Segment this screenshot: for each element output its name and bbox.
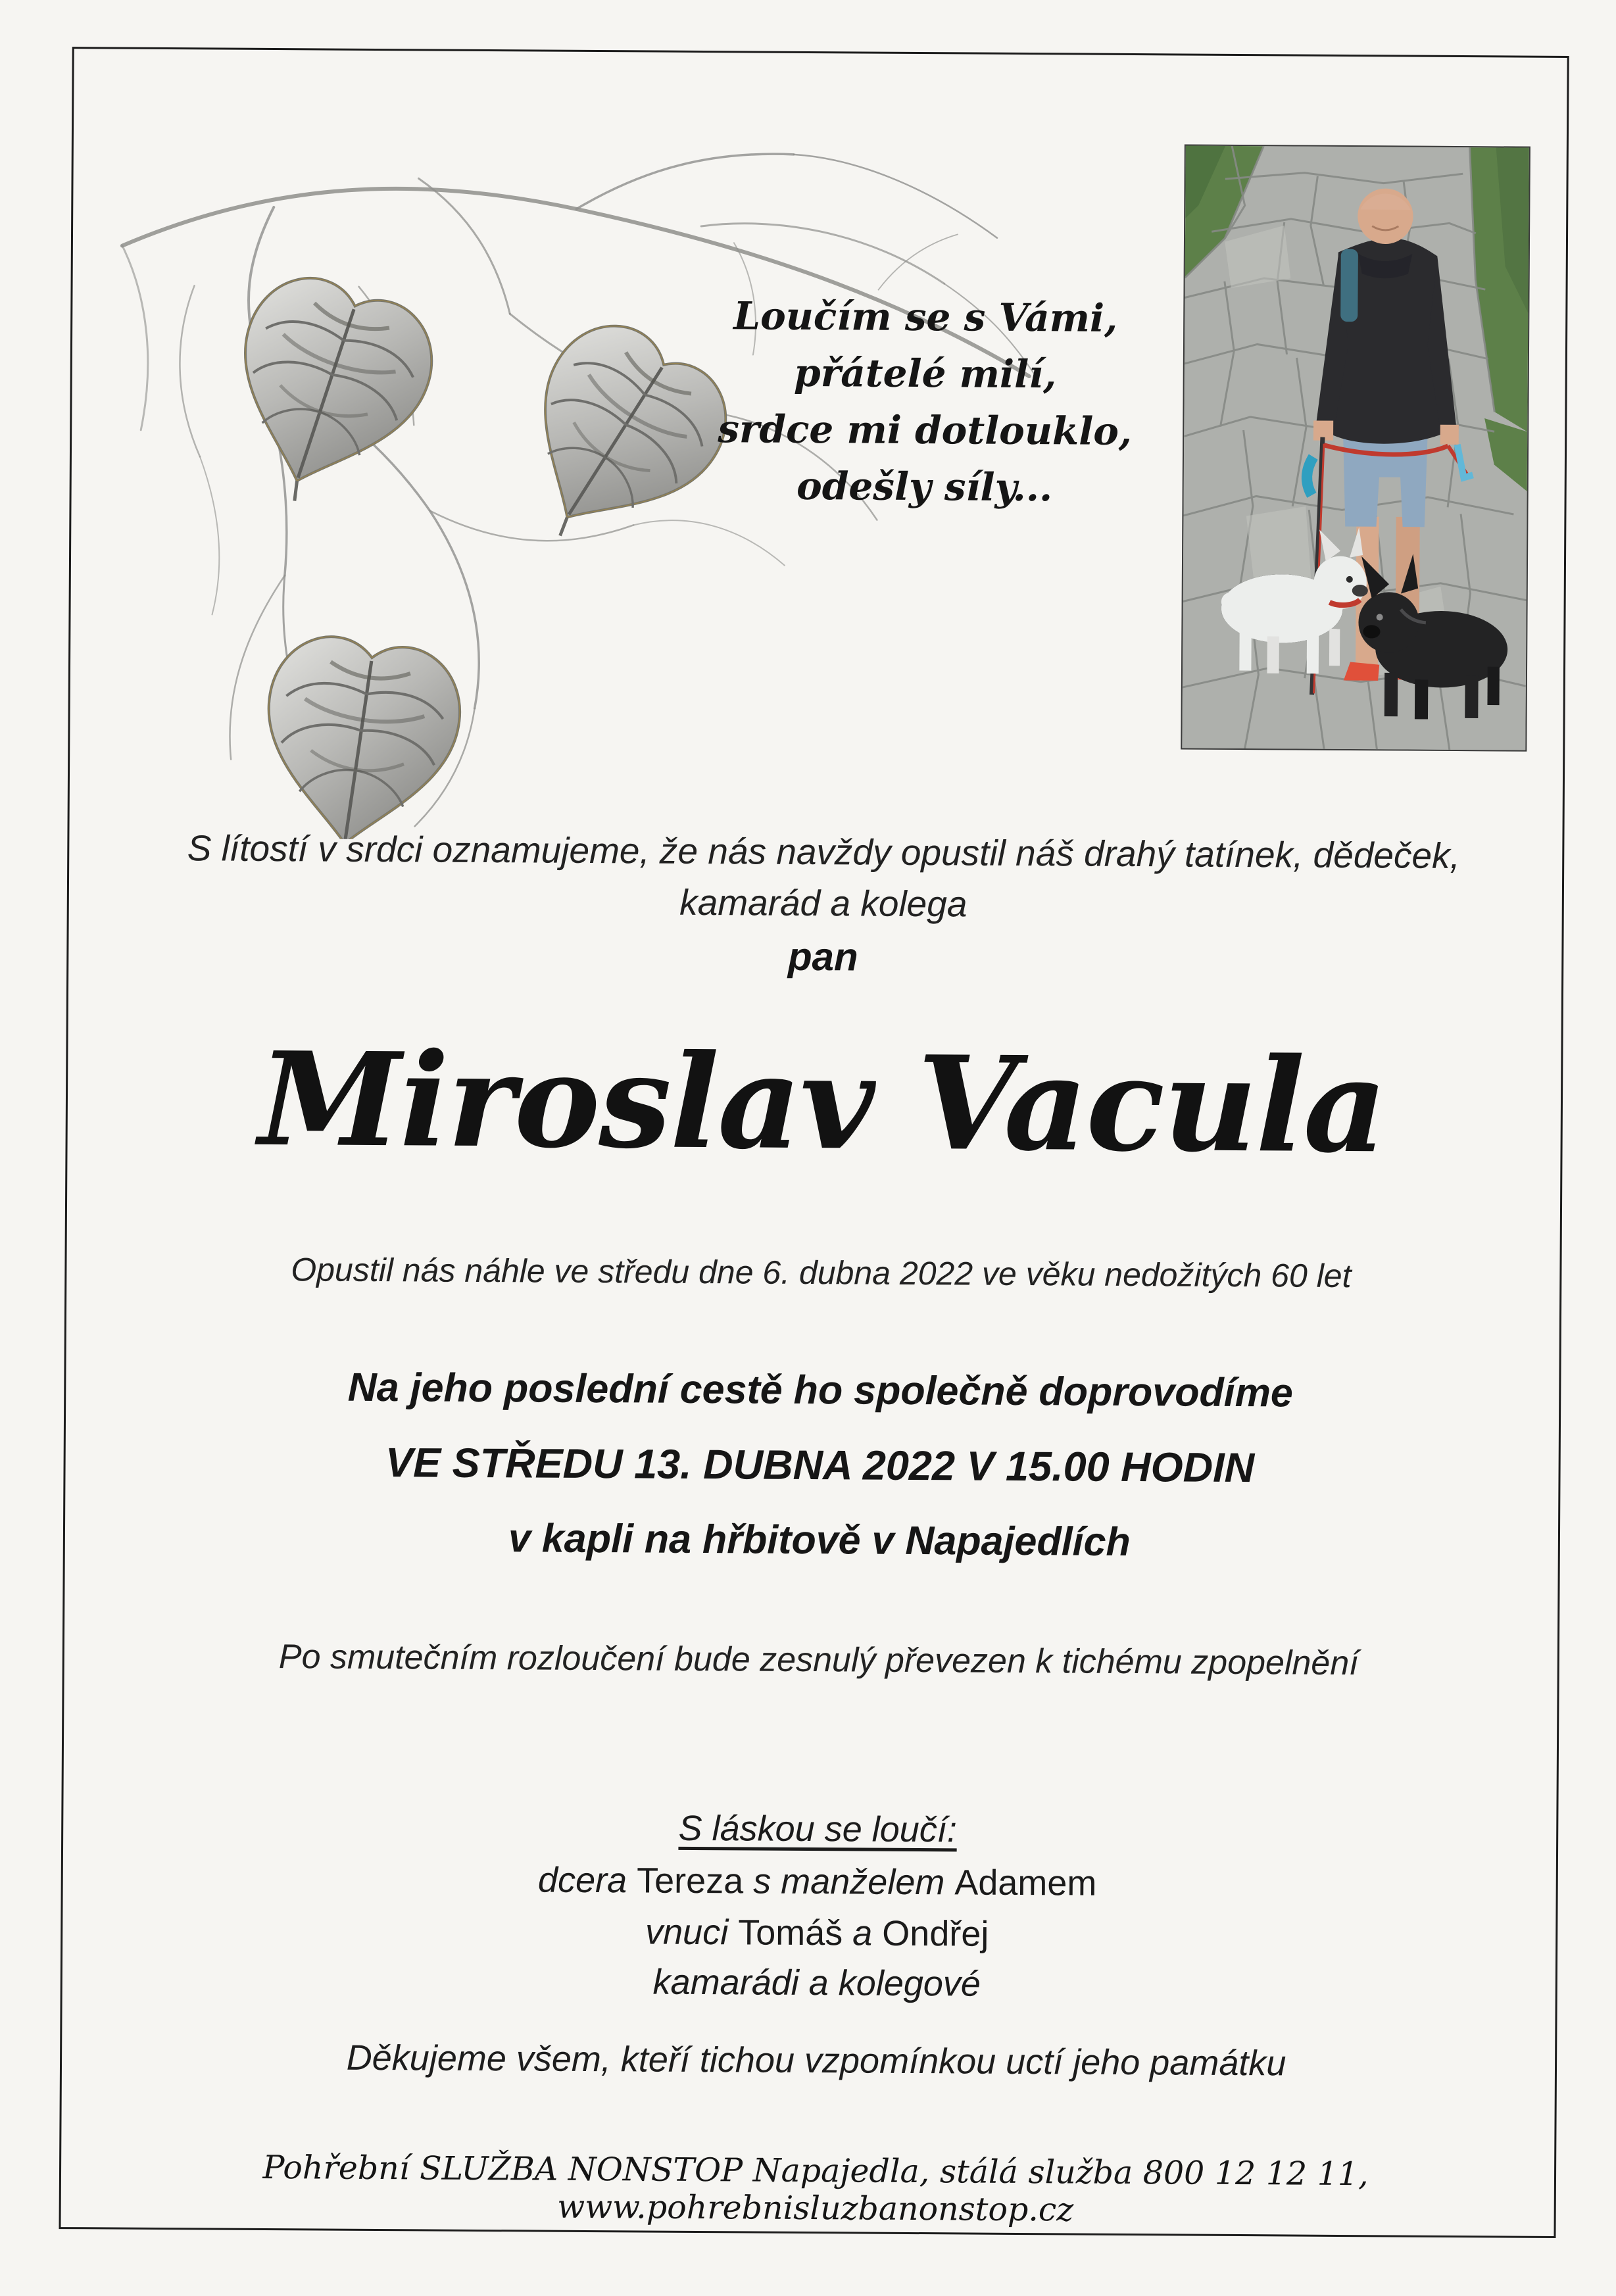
grandson2-name: Ondřej bbox=[882, 1913, 989, 1954]
mourners-heading-text: S láskou se loučí: bbox=[678, 1808, 958, 1850]
intro-line-1: S lítostí v srdci oznamujeme, že nás navždy opustil náš drahý tatínek, dědeček, bbox=[187, 827, 1461, 877]
funeral-service-footer: Pohřební SLUŽBA NONSTOP Napajedla, stálá služba 800 12 12 11, www.pohrebnisluzbanonstop.cz bbox=[262, 2148, 1369, 2229]
mourners-line-others: kamarádi a kolegové bbox=[652, 1962, 981, 2004]
grandsons-prefix: vnuci bbox=[645, 1912, 739, 1953]
poem-line: Loučím se s Vámi, bbox=[733, 293, 1118, 341]
daughter-name: Tereza bbox=[636, 1861, 744, 1901]
thanks-line: Děkujeme všem, kteří tichou vzpomínkou uctí jeho památku bbox=[346, 2038, 1286, 2084]
silver-leaves-group bbox=[199, 262, 750, 843]
poem-line: srdce mi dotlouklo, bbox=[718, 406, 1133, 454]
ceremony-place: v kapli na hřbitově v Napajedlích bbox=[508, 1515, 1131, 1565]
deceased-name: Miroslav Vacula bbox=[258, 1023, 1386, 1183]
daughter-prefix: dcera bbox=[537, 1860, 637, 1901]
intro-line-2: kamarád a kolega bbox=[679, 881, 967, 925]
honorific-pan: pan bbox=[787, 934, 858, 979]
daughter-mid: s manželem bbox=[743, 1861, 955, 1903]
portrait-photo bbox=[1181, 144, 1530, 751]
son-in-law-name: Adamem bbox=[954, 1863, 1097, 1903]
poem-line: přátelé milí, bbox=[793, 350, 1057, 397]
grandson1-name: Tomáš bbox=[738, 1913, 843, 1953]
announcement-intro bbox=[80, 821, 1567, 933]
grandsons-mid: a bbox=[843, 1913, 883, 1953]
ceremony-line-1: Na jeho poslední cestě ho společně doprovodíme bbox=[347, 1364, 1294, 1415]
ceremony-date-time: VE STŘEDU 13. DUBNA 2022 V 15.00 HODIN bbox=[385, 1440, 1255, 1492]
death-info-line: Opustil nás náhle ve středu dne 6. dubna 2022 ve věku nedožitých 60 let bbox=[291, 1251, 1352, 1295]
cremation-note: Po smutečním rozloučení bude zesnulý převezen k tichému zpopelnění bbox=[278, 1638, 1359, 1683]
poem-line: odešly síly... bbox=[796, 463, 1053, 510]
farewell-poem bbox=[687, 287, 1162, 516]
